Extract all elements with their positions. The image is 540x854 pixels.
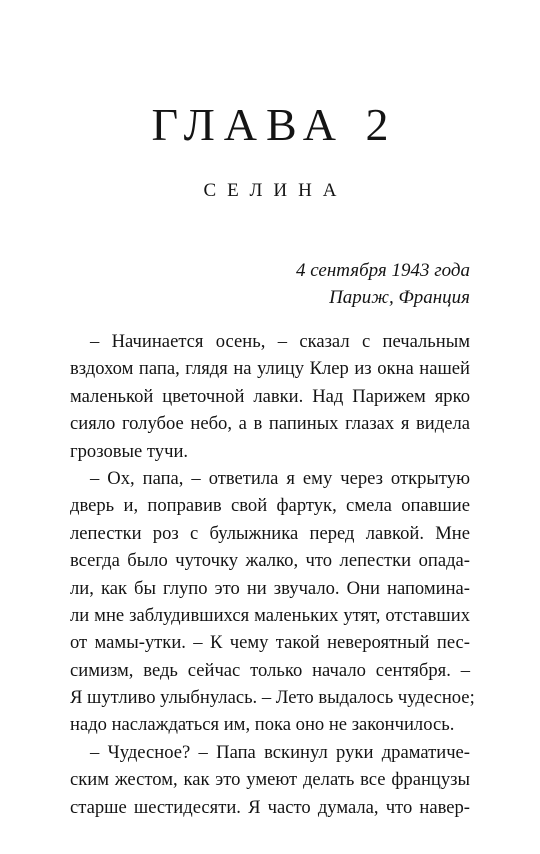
text-line: надо наслаждаться им, пока оно не закончилось.: [70, 714, 455, 736]
dateline: [296, 257, 470, 311]
text-line: грозовые тучи.: [70, 440, 189, 462]
dateline-place: Париж, Франция: [329, 287, 470, 308]
text-line: симизм, ведь сейчас только начало сентября. –: [70, 659, 470, 681]
body-text: [70, 328, 475, 821]
text-line: ли мне заблудившихся маленьких утят, отставших: [70, 604, 470, 626]
text-line: лепестки роз с булыжника перед лавкой. Мне: [70, 522, 470, 544]
dateline-date: 4 сентября 1943 года: [296, 260, 470, 281]
chapter-title: ГЛАВА 2: [151, 99, 398, 150]
text-line: маленькой цветочной лавки. Над Парижем ярко: [70, 385, 470, 407]
text-line: всегда было чуточку жалко, что лепестки опада-: [70, 550, 470, 572]
text-line: от мамы-утки. – К чему такой невероятный пес-: [70, 632, 470, 654]
text-line: вздохом папа, глядя на улицу Клер из окна нашей: [70, 358, 470, 380]
text-line: – Чудесное? – Папа вскинул руки драматиче-: [90, 741, 470, 763]
chapter-subtitle: СЕЛИНА: [203, 180, 348, 201]
text-line: – Ох, папа, – ответила я ему через открытую: [90, 467, 470, 489]
text-line: – Начинается осень, – сказал с печальным: [90, 331, 470, 352]
text-line: сияло голубое небо, а в папиных глазах я видела: [70, 413, 470, 435]
text-line: ли, как бы глупо это ни звучало. Они напомина-: [70, 577, 470, 599]
text-line: Я шутливо улыбнулась. – Лето выдалось чудесное;: [70, 687, 475, 709]
text-line: дверь и, поправив свой фартук, смела опавшие: [70, 495, 470, 517]
text-line: ским жестом, как это умеют делать все французы: [70, 769, 470, 791]
text-line: старше шестидесяти. Я часто думала, что навер-: [70, 796, 470, 818]
